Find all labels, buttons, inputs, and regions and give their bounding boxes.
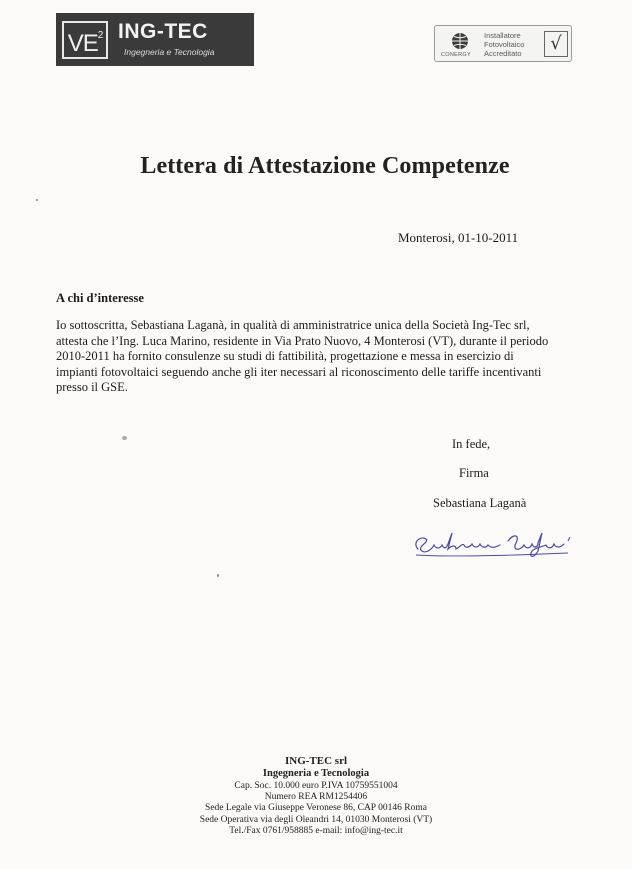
letter-footer	[0, 755, 632, 838]
logo-company-name: ING-TEC	[118, 20, 208, 43]
footer-legal-office: Sede Legale via Giuseppe Veronese 86, CAP 00146 Roma	[205, 803, 427, 814]
body-line: Io sottoscritta, Sebastiana Laganà, in qualità di amministratrice unica della Società Ing-Tec srl,	[56, 318, 530, 332]
letter-body	[56, 318, 616, 396]
paper-speck	[217, 574, 219, 577]
logo-tagline: Ingegneria e Tecnologia	[124, 47, 215, 57]
badge-line-1: Installatore	[484, 31, 521, 40]
logo-mark-text: VE	[67, 30, 98, 57]
badge-line-2: Fotovoltaico	[484, 40, 525, 49]
signer-name: Sebastiana Laganà	[433, 496, 527, 510]
badge-org: CONERGY	[441, 52, 471, 58]
footer-operational-office: Sede Operativa via degli Oleandri 14, 01030 Monterosi (VT)	[199, 814, 433, 825]
footer-contacts: Tel./Fax 0761/958885 e-mail: info@ing-tec.it	[229, 826, 403, 837]
paper-speck	[36, 199, 38, 201]
certification-badge	[434, 25, 572, 62]
body-line: attesta che l’Ing. Luca Marino, residente in Via Prato Nuovo, 4 Monterosi (VT), durante il periodo	[56, 333, 549, 348]
document-date: Monterosi, 01-10-2011	[398, 230, 519, 245]
badge-line-3: Accreditato	[484, 49, 522, 58]
paper-speck	[122, 436, 127, 440]
footer-rea: Numero REA RM1254406	[264, 791, 368, 802]
footer-capital: Cap. Soc. 10.000 euro P.IVA 10759551004	[234, 780, 398, 791]
checkmark-icon: √	[544, 31, 568, 57]
document-title: Lettera di Attestazione Competenze	[140, 153, 510, 179]
handwritten-signature	[408, 527, 578, 563]
badge-text	[484, 31, 540, 58]
salutation: A chi d’interesse	[56, 291, 144, 305]
footer-company: ING-TEC srl	[284, 755, 348, 767]
body-line: presso il GSE.	[56, 380, 128, 395]
company-logo	[56, 13, 254, 66]
signature-label: Firma	[459, 466, 489, 480]
closing-phrase: In fede,	[452, 437, 491, 451]
body-line: impianti fotovoltaici seguendo anche gli iter necessari al riconoscimento delle tariffe incentivanti	[56, 364, 542, 379]
globe-icon	[451, 32, 469, 50]
logo-superscript: 2	[97, 30, 103, 41]
logo-mark	[62, 21, 108, 59]
body-line: 2010-2011 ha fornito consulenze su studi di fattibilità, progettazione e messa in esercizio di	[56, 349, 514, 364]
footer-subtitle: Ingegneria e Tecnologia	[262, 768, 370, 779]
